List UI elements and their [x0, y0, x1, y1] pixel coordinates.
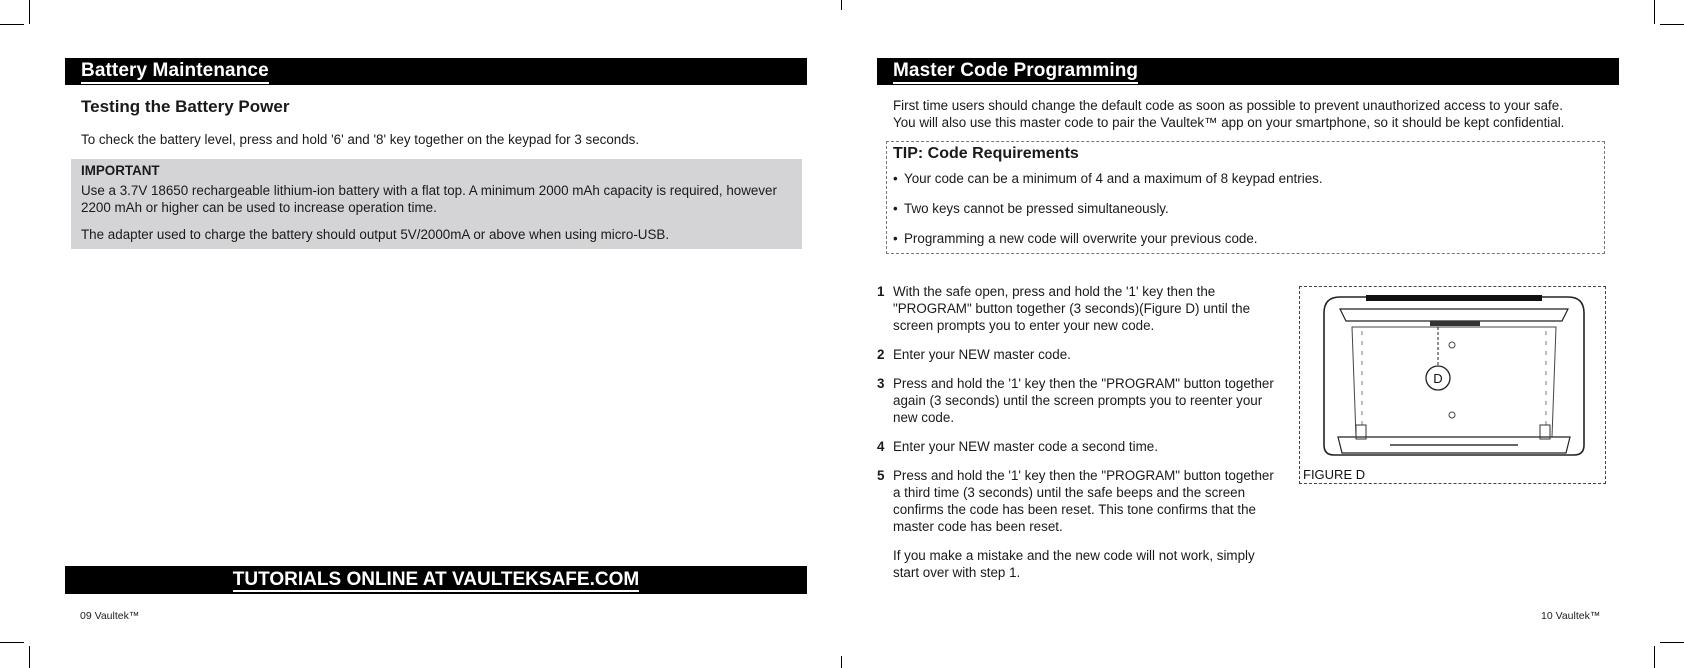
important-text: Use a 3.7V 18650 rechargeable lithium-ion battery with a flat top. A minimum 2000 mAh capacity is required, however 2200 mAh or higher can be used to increase operation time.: [81, 183, 777, 215]
crop-mark: [0, 24, 24, 25]
intro-paragraph: First time users should change the default code as soon as possible to prevent unauthorized access to your safe. You will also use this master code to pair the Vaultek™ app on your smartphone, so it should be kept confidential.: [893, 98, 1565, 130]
step-number: 1: [877, 284, 885, 299]
figure-d: [1299, 286, 1606, 484]
step-item: [877, 375, 1277, 426]
step-text: With the safe open, press and hold the '1' key then the "PROGRAM" button together (3 seconds)(Figure D) until the screen prompts you to enter your new code.: [893, 284, 1251, 333]
step-number: 2: [877, 347, 885, 362]
crop-mark: [1654, 646, 1655, 668]
step-text: Enter your NEW master code a second time.: [893, 439, 1158, 454]
right-page: [877, 58, 1619, 580]
crop-mark: [841, 0, 842, 10]
safe-interior-illustration: [1300, 287, 1605, 483]
bullet-icon: •: [893, 201, 898, 216]
crop-mark: [29, 646, 30, 668]
step-number: 4: [877, 439, 885, 454]
section-title: Master Code Programming: [893, 60, 1138, 84]
crop-mark: [1654, 0, 1655, 24]
tip-list: [893, 170, 1604, 247]
step-number: 3: [877, 376, 885, 391]
footer-banner-text: TUTORIALS ONLINE AT VAULTEKSAFE.COM: [232, 569, 640, 590]
step-item: [877, 346, 1277, 363]
important-text: The adapter used to charge the battery should output 5V/2000mA or above when using micro-USB.: [81, 227, 670, 242]
step-item: [877, 283, 1277, 334]
step-number: 5: [877, 468, 885, 483]
crop-mark: [29, 0, 30, 24]
step-text: Press and hold the '1' key then the "PROGRAM" button together again (3 seconds) until the screen prompts you to reenter your new code.: [893, 376, 1274, 425]
crop-mark: [841, 656, 842, 668]
important-notice: [71, 159, 802, 249]
page-number: 09 Vaultek™: [80, 610, 140, 622]
bullet-icon: •: [893, 231, 898, 246]
left-page: [65, 58, 807, 249]
page-number: 10 Vaultek™: [1541, 610, 1601, 622]
closing-note: If you make a mistake and the new code will not work, simply start over with step 1.: [893, 548, 1255, 580]
step-item: [877, 438, 1277, 455]
crop-mark: [0, 642, 24, 643]
step-item: [877, 467, 1277, 535]
step-text: Press and hold the '1' key then the "PROGRAM" button together a third time (3 seconds) until the safe beeps and the screen confirms the code has been reset. This tone confirms that the master code has been reset.: [893, 468, 1274, 534]
list-item: • Two keys cannot be pressed simultaneously.: [893, 201, 1169, 216]
section-title: Battery Maintenance: [81, 60, 269, 84]
step-list: [877, 283, 1277, 581]
crop-mark: [1660, 642, 1684, 643]
list-item: • Programming a new code will overwrite your previous code.: [893, 231, 1258, 246]
footer-banner: [65, 566, 807, 594]
section-header: [877, 58, 1619, 85]
callout-label: D: [1433, 371, 1443, 386]
tip-title: TIP: Code Requirements: [893, 145, 1079, 162]
crop-mark: [1660, 24, 1684, 25]
step-text: Enter your NEW master code.: [893, 347, 1071, 362]
section-header: [65, 58, 807, 85]
battery-check-instruction: To check the battery level, press and hold '6' and '8' key together on the keypad for 3 seconds.: [81, 132, 640, 147]
list-item: • Your code can be a minimum of 4 and a maximum of 8 keypad entries.: [893, 171, 1323, 186]
important-label: IMPORTANT: [81, 163, 160, 178]
subheading: Testing the Battery Power: [81, 97, 290, 116]
tip-box: [886, 141, 1605, 254]
bullet-icon: •: [893, 171, 898, 186]
figure-caption: FIGURE D: [1303, 467, 1366, 482]
